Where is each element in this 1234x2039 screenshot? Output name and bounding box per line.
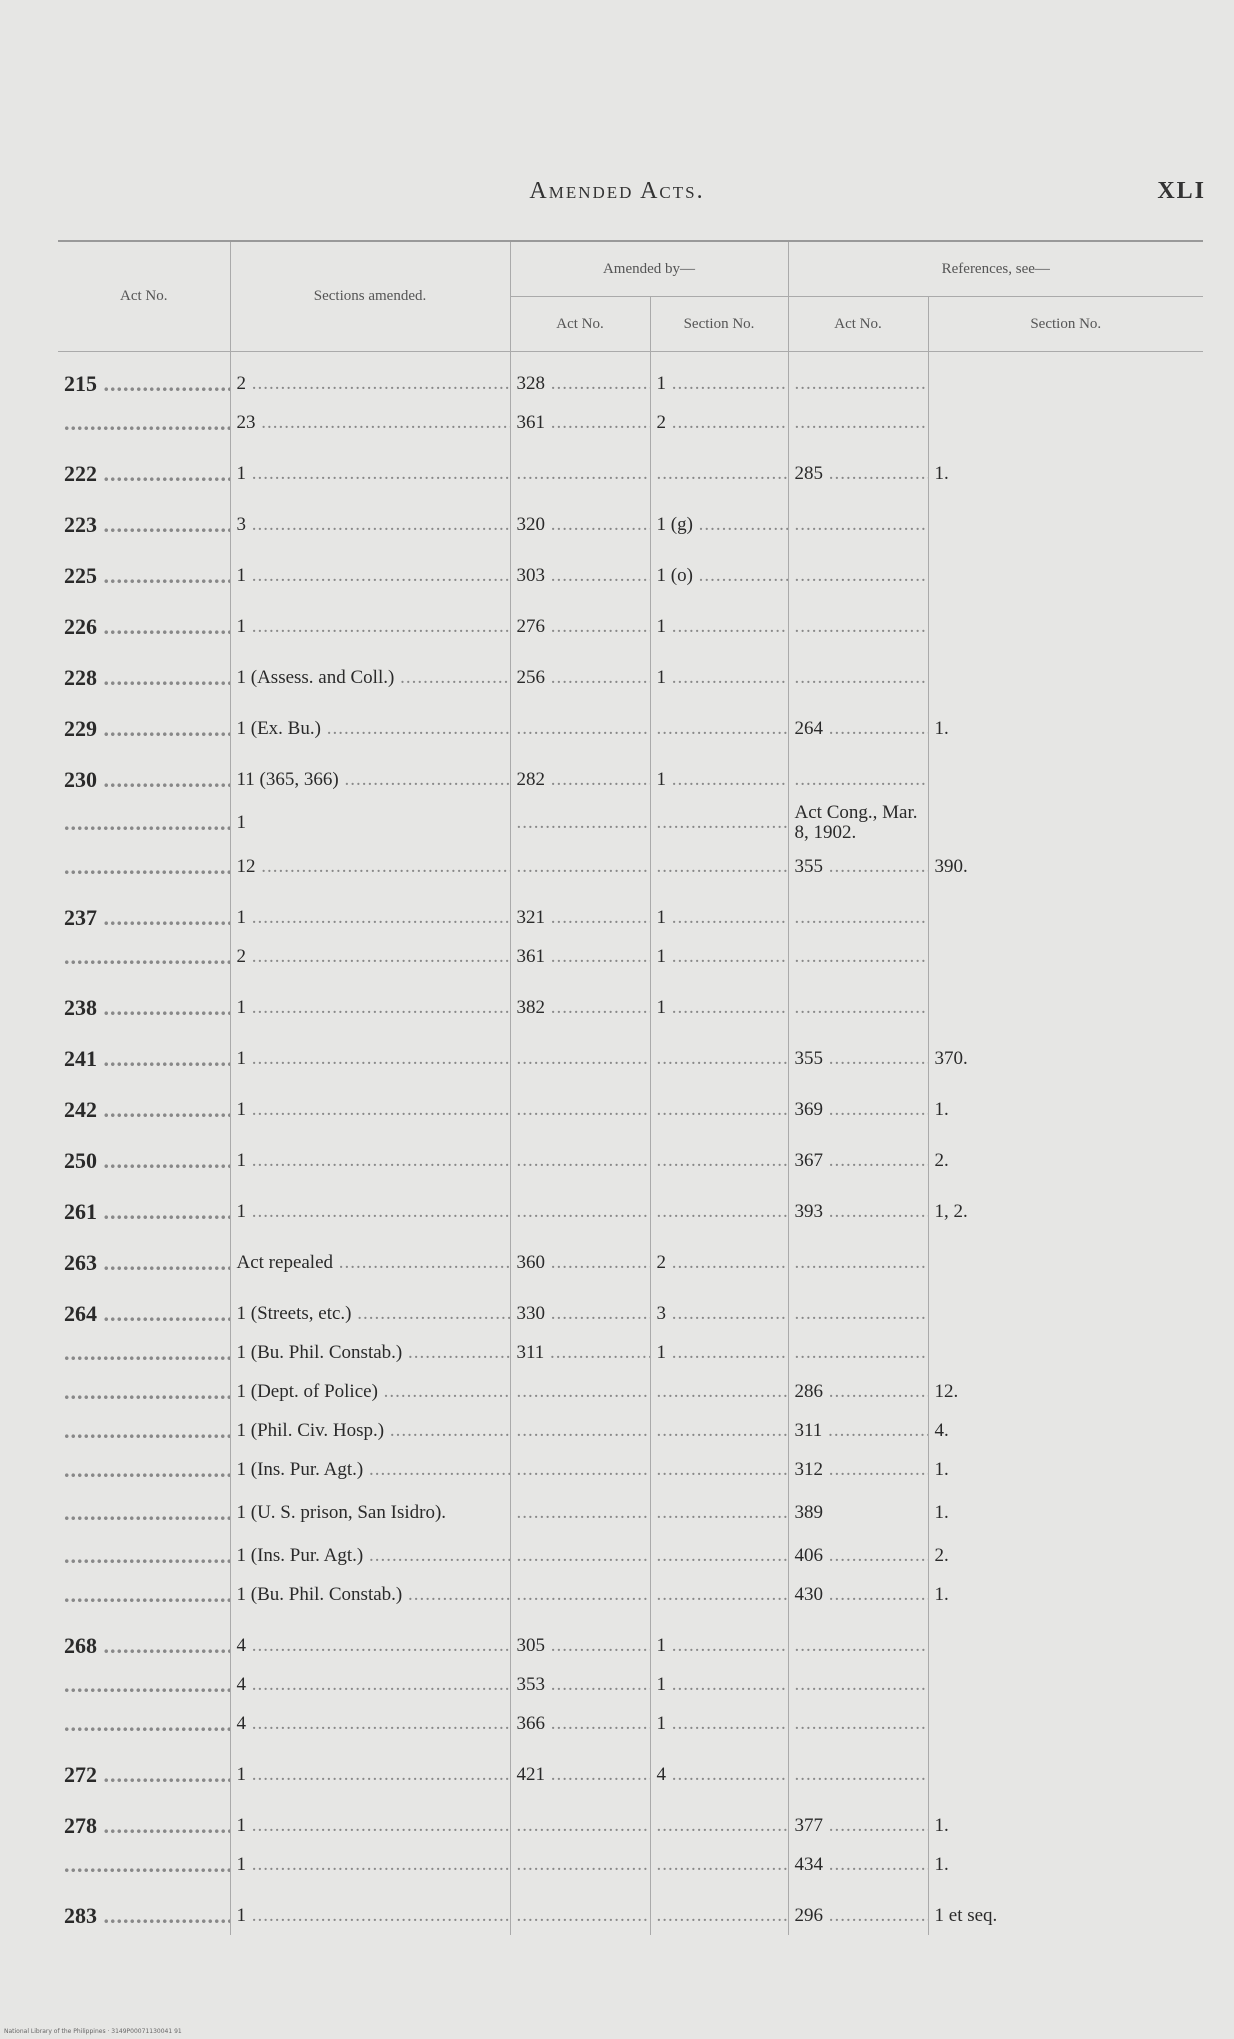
cell-ref-section-no bbox=[928, 1614, 1203, 1665]
cell-amended-act-no bbox=[510, 1794, 650, 1845]
cell-ref-act-no bbox=[788, 403, 928, 442]
cell-amended-section-no bbox=[650, 1372, 788, 1411]
cell-ref-section-no: 2. bbox=[928, 1536, 1203, 1575]
table-row bbox=[58, 442, 1203, 493]
cell-sections-amended: 12 ..... bbox=[230, 847, 510, 886]
cell-sections-amended: 4 ..... bbox=[230, 1665, 510, 1704]
table-body bbox=[58, 352, 1203, 1936]
cell-ref-section-no bbox=[928, 403, 1203, 442]
cell-act-no: 238 ..... bbox=[58, 976, 230, 1027]
cell-amended-section-no bbox=[650, 1129, 788, 1180]
cell-sections-amended: 23 ..... bbox=[230, 403, 510, 442]
cell-act-no: 226 ..... bbox=[58, 595, 230, 646]
cell-act-no: 229 ..... bbox=[58, 697, 230, 748]
cell-amended-act-no: 382 ..... bbox=[510, 976, 650, 1027]
cell-ref-act-no bbox=[788, 976, 928, 1027]
cell-amended-act-no: 276 ..... bbox=[510, 595, 650, 646]
cell-ref-act-no: 430 ..... bbox=[788, 1575, 928, 1614]
table-row bbox=[58, 1536, 1203, 1575]
cell-act-no: 272 ..... bbox=[58, 1743, 230, 1794]
cell-ref-section-no bbox=[928, 799, 1203, 847]
cell-amended-act-no bbox=[510, 1575, 650, 1614]
cell-ref-section-no: 1. bbox=[928, 1450, 1203, 1489]
cell-sections-amended: 1 (Dept. of Police) ..... bbox=[230, 1372, 510, 1411]
cell-sections-amended: Act repealed ..... bbox=[230, 1231, 510, 1282]
table-header bbox=[58, 241, 1203, 352]
header-amended-by: Amended by— bbox=[510, 241, 788, 297]
page-title: Amended Acts. bbox=[529, 178, 705, 204]
cell-ref-act-no: 393 ..... bbox=[788, 1180, 928, 1231]
cell-amended-section-no: 1 ..... bbox=[650, 1704, 788, 1743]
cell-ref-section-no: 1 et seq. bbox=[928, 1884, 1203, 1935]
cell-ref-act-no bbox=[788, 1231, 928, 1282]
cell-ref-act-no: 296 ..... bbox=[788, 1884, 928, 1935]
cell-amended-section-no: 1 ..... bbox=[650, 1614, 788, 1665]
table-row bbox=[58, 403, 1203, 442]
cell-amended-act-no: 361 ..... bbox=[510, 403, 650, 442]
cell-amended-act-no: 321 ..... bbox=[510, 886, 650, 937]
cell-amended-act-no: 366 ..... bbox=[510, 1704, 650, 1743]
cell-amended-act-no: 361 ..... bbox=[510, 937, 650, 976]
cell-ref-section-no bbox=[928, 1665, 1203, 1704]
cell-amended-section-no: 1 ..... bbox=[650, 1333, 788, 1372]
cell-amended-section-no bbox=[650, 1450, 788, 1489]
cell-amended-act-no: 421 ..... bbox=[510, 1743, 650, 1794]
cell-amended-section-no bbox=[650, 1575, 788, 1614]
cell-act-no: 242 ..... bbox=[58, 1078, 230, 1129]
cell-amended-section-no bbox=[650, 799, 788, 847]
cell-ref-section-no bbox=[928, 1704, 1203, 1743]
cell-ref-section-no bbox=[928, 493, 1203, 544]
cell-act-no bbox=[58, 1411, 230, 1450]
cell-amended-act-no: 256 ..... bbox=[510, 646, 650, 697]
table-row bbox=[58, 595, 1203, 646]
cell-sections-amended: 2 ..... bbox=[230, 937, 510, 976]
cell-act-no bbox=[58, 1845, 230, 1884]
cell-ref-act-no: 355 ..... bbox=[788, 847, 928, 886]
cell-ref-act-no bbox=[788, 748, 928, 799]
cell-sections-amended: 1 (Ex. Bu.) ..... bbox=[230, 697, 510, 748]
cell-act-no: 225 ..... bbox=[58, 544, 230, 595]
cell-ref-section-no bbox=[928, 937, 1203, 976]
cell-amended-act-no bbox=[510, 1180, 650, 1231]
cell-ref-act-no: 367 ..... bbox=[788, 1129, 928, 1180]
cell-ref-act-no bbox=[788, 595, 928, 646]
cell-amended-section-no: 4 ..... bbox=[650, 1743, 788, 1794]
cell-amended-section-no: 1 ..... bbox=[650, 937, 788, 976]
cell-ref-act-no bbox=[788, 646, 928, 697]
cell-act-no bbox=[58, 1372, 230, 1411]
cell-ref-act-no bbox=[788, 352, 928, 404]
cell-act-no: 261 ..... bbox=[58, 1180, 230, 1231]
cell-act-no bbox=[58, 1489, 230, 1536]
cell-ref-section-no bbox=[928, 595, 1203, 646]
cell-amended-section-no: 1 ..... bbox=[650, 748, 788, 799]
cell-sections-amended: 1 ..... bbox=[230, 1794, 510, 1845]
cell-act-no bbox=[58, 403, 230, 442]
cell-amended-act-no bbox=[510, 799, 650, 847]
cell-ref-act-no: 285 ..... bbox=[788, 442, 928, 493]
cell-amended-section-no: 2 ..... bbox=[650, 1231, 788, 1282]
header-sections-amended: Sections amended. bbox=[230, 241, 510, 352]
cell-ref-section-no: 1. bbox=[928, 1845, 1203, 1884]
cell-amended-act-no: 330 ..... bbox=[510, 1282, 650, 1333]
cell-sections-amended: 1 (Bu. Phil. Constab.) ..... bbox=[230, 1333, 510, 1372]
cell-sections-amended: 1 ..... bbox=[230, 1845, 510, 1884]
cell-amended-section-no bbox=[650, 847, 788, 886]
table-row bbox=[58, 1027, 1203, 1078]
table-row bbox=[58, 847, 1203, 886]
cell-amended-act-no bbox=[510, 1129, 650, 1180]
cell-sections-amended: 4 ..... bbox=[230, 1614, 510, 1665]
table-row bbox=[58, 1794, 1203, 1845]
table-row bbox=[58, 1231, 1203, 1282]
page-number: XLI bbox=[1157, 178, 1206, 204]
cell-ref-section-no bbox=[928, 1333, 1203, 1372]
cell-sections-amended: 1 ..... bbox=[230, 1180, 510, 1231]
cell-amended-act-no bbox=[510, 1489, 650, 1536]
cell-sections-amended: 1 (Streets, etc.) ..... bbox=[230, 1282, 510, 1333]
cell-amended-act-no bbox=[510, 1536, 650, 1575]
cell-act-no: 230 ..... bbox=[58, 748, 230, 799]
cell-ref-act-no: 355 ..... bbox=[788, 1027, 928, 1078]
table-row bbox=[58, 493, 1203, 544]
header-amended-act-no: Act No. bbox=[510, 297, 650, 352]
cell-sections-amended: 1 ..... bbox=[230, 1027, 510, 1078]
cell-amended-section-no: 1 ..... bbox=[650, 352, 788, 404]
table-row bbox=[58, 1845, 1203, 1884]
cell-ref-section-no: 1. bbox=[928, 697, 1203, 748]
cell-sections-amended: 1 (Phil. Civ. Hosp.) ..... bbox=[230, 1411, 510, 1450]
cell-act-no bbox=[58, 937, 230, 976]
table-row bbox=[58, 544, 1203, 595]
cell-amended-section-no: 1 (o) ..... bbox=[650, 544, 788, 595]
cell-amended-section-no bbox=[650, 1411, 788, 1450]
table-row bbox=[58, 1180, 1203, 1231]
cell-amended-act-no bbox=[510, 1027, 650, 1078]
cell-sections-amended: 1 bbox=[230, 799, 510, 847]
cell-ref-act-no: 286 ..... bbox=[788, 1372, 928, 1411]
cell-ref-act-no bbox=[788, 886, 928, 937]
cell-act-no: 250 ..... bbox=[58, 1129, 230, 1180]
table-row bbox=[58, 1489, 1203, 1536]
cell-amended-section-no bbox=[650, 1536, 788, 1575]
header-amended-section-no: Section No. bbox=[650, 297, 788, 352]
table-row bbox=[58, 1575, 1203, 1614]
cell-ref-act-no: Act Cong., Mar. 8, 1902. bbox=[788, 799, 928, 847]
cell-amended-section-no bbox=[650, 1180, 788, 1231]
cell-ref-section-no: 370. bbox=[928, 1027, 1203, 1078]
cell-amended-act-no: 328 ..... bbox=[510, 352, 650, 404]
cell-amended-act-no bbox=[510, 1450, 650, 1489]
cell-amended-act-no bbox=[510, 1411, 650, 1450]
header-ref-section-no: Section No. bbox=[928, 297, 1203, 352]
cell-ref-section-no bbox=[928, 976, 1203, 1027]
cell-amended-section-no: 1 ..... bbox=[650, 1665, 788, 1704]
table-row bbox=[58, 937, 1203, 976]
cell-act-no bbox=[58, 1704, 230, 1743]
table-row bbox=[58, 1743, 1203, 1794]
cell-act-no bbox=[58, 1536, 230, 1575]
cell-amended-section-no: 1 (g) ..... bbox=[650, 493, 788, 544]
cell-act-no bbox=[58, 1450, 230, 1489]
cell-sections-amended: 11 (365, 366) ..... bbox=[230, 748, 510, 799]
table-row bbox=[58, 799, 1203, 847]
cell-sections-amended: 1 (Bu. Phil. Constab.) ..... bbox=[230, 1575, 510, 1614]
cell-sections-amended: 1 ..... bbox=[230, 1078, 510, 1129]
amended-acts-table bbox=[58, 240, 1203, 1935]
cell-act-no bbox=[58, 799, 230, 847]
table-row bbox=[58, 976, 1203, 1027]
cell-amended-section-no: 1 ..... bbox=[650, 646, 788, 697]
cell-act-no bbox=[58, 847, 230, 886]
table-row bbox=[58, 748, 1203, 799]
cell-act-no: 241 ..... bbox=[58, 1027, 230, 1078]
cell-sections-amended: 1 (Ins. Pur. Agt.) ..... bbox=[230, 1536, 510, 1575]
table-row bbox=[58, 1884, 1203, 1935]
cell-ref-section-no: 4. bbox=[928, 1411, 1203, 1450]
cell-act-no: 223 ..... bbox=[58, 493, 230, 544]
cell-ref-section-no: 1. bbox=[928, 1575, 1203, 1614]
table-row bbox=[58, 352, 1203, 404]
table-row bbox=[58, 886, 1203, 937]
cell-amended-act-no: 311 ..... bbox=[510, 1333, 650, 1372]
table-row bbox=[58, 1665, 1203, 1704]
cell-act-no: 215 ..... bbox=[58, 352, 230, 404]
cell-amended-section-no: 1 ..... bbox=[650, 886, 788, 937]
cell-amended-act-no bbox=[510, 1372, 650, 1411]
cell-amended-act-no bbox=[510, 442, 650, 493]
cell-sections-amended: 1 (Ins. Pur. Agt.) ..... bbox=[230, 1450, 510, 1489]
cell-amended-section-no bbox=[650, 1794, 788, 1845]
cell-ref-act-no bbox=[788, 1743, 928, 1794]
cell-sections-amended: 4 ..... bbox=[230, 1704, 510, 1743]
cell-ref-section-no: 1. bbox=[928, 1078, 1203, 1129]
cell-ref-act-no: 377 ..... bbox=[788, 1794, 928, 1845]
table-row bbox=[58, 646, 1203, 697]
cell-ref-act-no bbox=[788, 937, 928, 976]
table-row bbox=[58, 697, 1203, 748]
cell-ref-section-no bbox=[928, 1282, 1203, 1333]
cell-ref-act-no: 389 bbox=[788, 1489, 928, 1536]
cell-amended-act-no: 353 ..... bbox=[510, 1665, 650, 1704]
cell-amended-section-no bbox=[650, 442, 788, 493]
cell-ref-section-no: 2. bbox=[928, 1129, 1203, 1180]
cell-amended-section-no bbox=[650, 1078, 788, 1129]
cell-amended-act-no: 360 ..... bbox=[510, 1231, 650, 1282]
cell-act-no: 283 ..... bbox=[58, 1884, 230, 1935]
cell-sections-amended: 1 ..... bbox=[230, 1129, 510, 1180]
cell-act-no bbox=[58, 1575, 230, 1614]
cell-ref-act-no bbox=[788, 493, 928, 544]
cell-ref-act-no bbox=[788, 1614, 928, 1665]
cell-act-no: 263 ..... bbox=[58, 1231, 230, 1282]
cell-amended-act-no bbox=[510, 1078, 650, 1129]
cell-sections-amended: 1 (U. S. prison, San Isidro). bbox=[230, 1489, 510, 1536]
cell-amended-section-no bbox=[650, 1489, 788, 1536]
cell-amended-act-no: 305 ..... bbox=[510, 1614, 650, 1665]
table-row bbox=[58, 1614, 1203, 1665]
cell-act-no: 228 ..... bbox=[58, 646, 230, 697]
cell-ref-act-no: 434 ..... bbox=[788, 1845, 928, 1884]
table-row bbox=[58, 1333, 1203, 1372]
cell-amended-act-no: 320 ..... bbox=[510, 493, 650, 544]
cell-ref-section-no bbox=[928, 544, 1203, 595]
cell-act-no: 237 ..... bbox=[58, 886, 230, 937]
cell-ref-act-no bbox=[788, 1282, 928, 1333]
cell-act-no bbox=[58, 1665, 230, 1704]
table-row bbox=[58, 1078, 1203, 1129]
table-row bbox=[58, 1129, 1203, 1180]
cell-amended-act-no: 303 ..... bbox=[510, 544, 650, 595]
cell-amended-section-no: 2 ..... bbox=[650, 403, 788, 442]
table-row bbox=[58, 1450, 1203, 1489]
table-row bbox=[58, 1411, 1203, 1450]
cell-sections-amended: 1 ..... bbox=[230, 976, 510, 1027]
cell-act-no: 278 ..... bbox=[58, 1794, 230, 1845]
cell-amended-act-no bbox=[510, 847, 650, 886]
cell-ref-section-no: 1. bbox=[928, 1794, 1203, 1845]
cell-sections-amended: 1 ..... bbox=[230, 1884, 510, 1935]
cell-ref-act-no bbox=[788, 1665, 928, 1704]
cell-amended-act-no bbox=[510, 1884, 650, 1935]
cell-ref-section-no: 12. bbox=[928, 1372, 1203, 1411]
cell-sections-amended: 1 ..... bbox=[230, 886, 510, 937]
cell-sections-amended: 1 (Assess. and Coll.) ..... bbox=[230, 646, 510, 697]
header-act-no: Act No. bbox=[58, 241, 230, 352]
cell-amended-section-no bbox=[650, 1884, 788, 1935]
cell-amended-act-no: 282 ..... bbox=[510, 748, 650, 799]
cell-act-no: 222 ..... bbox=[58, 442, 230, 493]
cell-act-no bbox=[58, 1333, 230, 1372]
cell-ref-section-no bbox=[928, 748, 1203, 799]
table-row bbox=[58, 1372, 1203, 1411]
cell-ref-act-no bbox=[788, 1333, 928, 1372]
cell-sections-amended: 1 ..... bbox=[230, 1743, 510, 1794]
cell-ref-section-no bbox=[928, 646, 1203, 697]
cell-sections-amended: 2 ..... bbox=[230, 352, 510, 404]
cell-ref-act-no: 406 ..... bbox=[788, 1536, 928, 1575]
cell-amended-section-no bbox=[650, 1027, 788, 1078]
cell-ref-section-no: 1. bbox=[928, 442, 1203, 493]
cell-amended-section-no: 1 ..... bbox=[650, 595, 788, 646]
cell-ref-section-no bbox=[928, 1231, 1203, 1282]
cell-ref-section-no: 390. bbox=[928, 847, 1203, 886]
cell-ref-section-no: 1, 2. bbox=[928, 1180, 1203, 1231]
table-row bbox=[58, 1704, 1203, 1743]
cell-ref-act-no: 369 ..... bbox=[788, 1078, 928, 1129]
cell-ref-act-no: 311 ..... bbox=[788, 1411, 928, 1450]
cell-ref-section-no bbox=[928, 886, 1203, 937]
cell-amended-act-no bbox=[510, 1845, 650, 1884]
header-references: References, see— bbox=[788, 241, 1203, 297]
cell-ref-section-no: 1. bbox=[928, 1489, 1203, 1536]
cell-amended-section-no bbox=[650, 697, 788, 748]
cell-sections-amended: 3 ..... bbox=[230, 493, 510, 544]
cell-sections-amended: 1 ..... bbox=[230, 595, 510, 646]
cell-amended-section-no bbox=[650, 1845, 788, 1884]
cell-amended-act-no bbox=[510, 697, 650, 748]
cell-act-no: 268 ..... bbox=[58, 1614, 230, 1665]
cell-ref-section-no bbox=[928, 1743, 1203, 1794]
cell-ref-act-no bbox=[788, 1704, 928, 1743]
cell-amended-section-no: 3 ..... bbox=[650, 1282, 788, 1333]
cell-ref-act-no: 312 ..... bbox=[788, 1450, 928, 1489]
amended-acts-table-container bbox=[58, 240, 1203, 1935]
cell-sections-amended: 1 ..... bbox=[230, 442, 510, 493]
table-row bbox=[58, 1282, 1203, 1333]
cell-amended-section-no: 1 ..... bbox=[650, 976, 788, 1027]
cell-act-no: 264 ..... bbox=[58, 1282, 230, 1333]
cell-ref-section-no bbox=[928, 352, 1203, 404]
header-ref-act-no: Act No. bbox=[788, 297, 928, 352]
cell-ref-act-no bbox=[788, 544, 928, 595]
footer-note: National Library of the Philippines · 3149P00071130041 91 bbox=[4, 2028, 182, 2035]
cell-ref-act-no: 264 ..... bbox=[788, 697, 928, 748]
cell-sections-amended: 1 ..... bbox=[230, 544, 510, 595]
